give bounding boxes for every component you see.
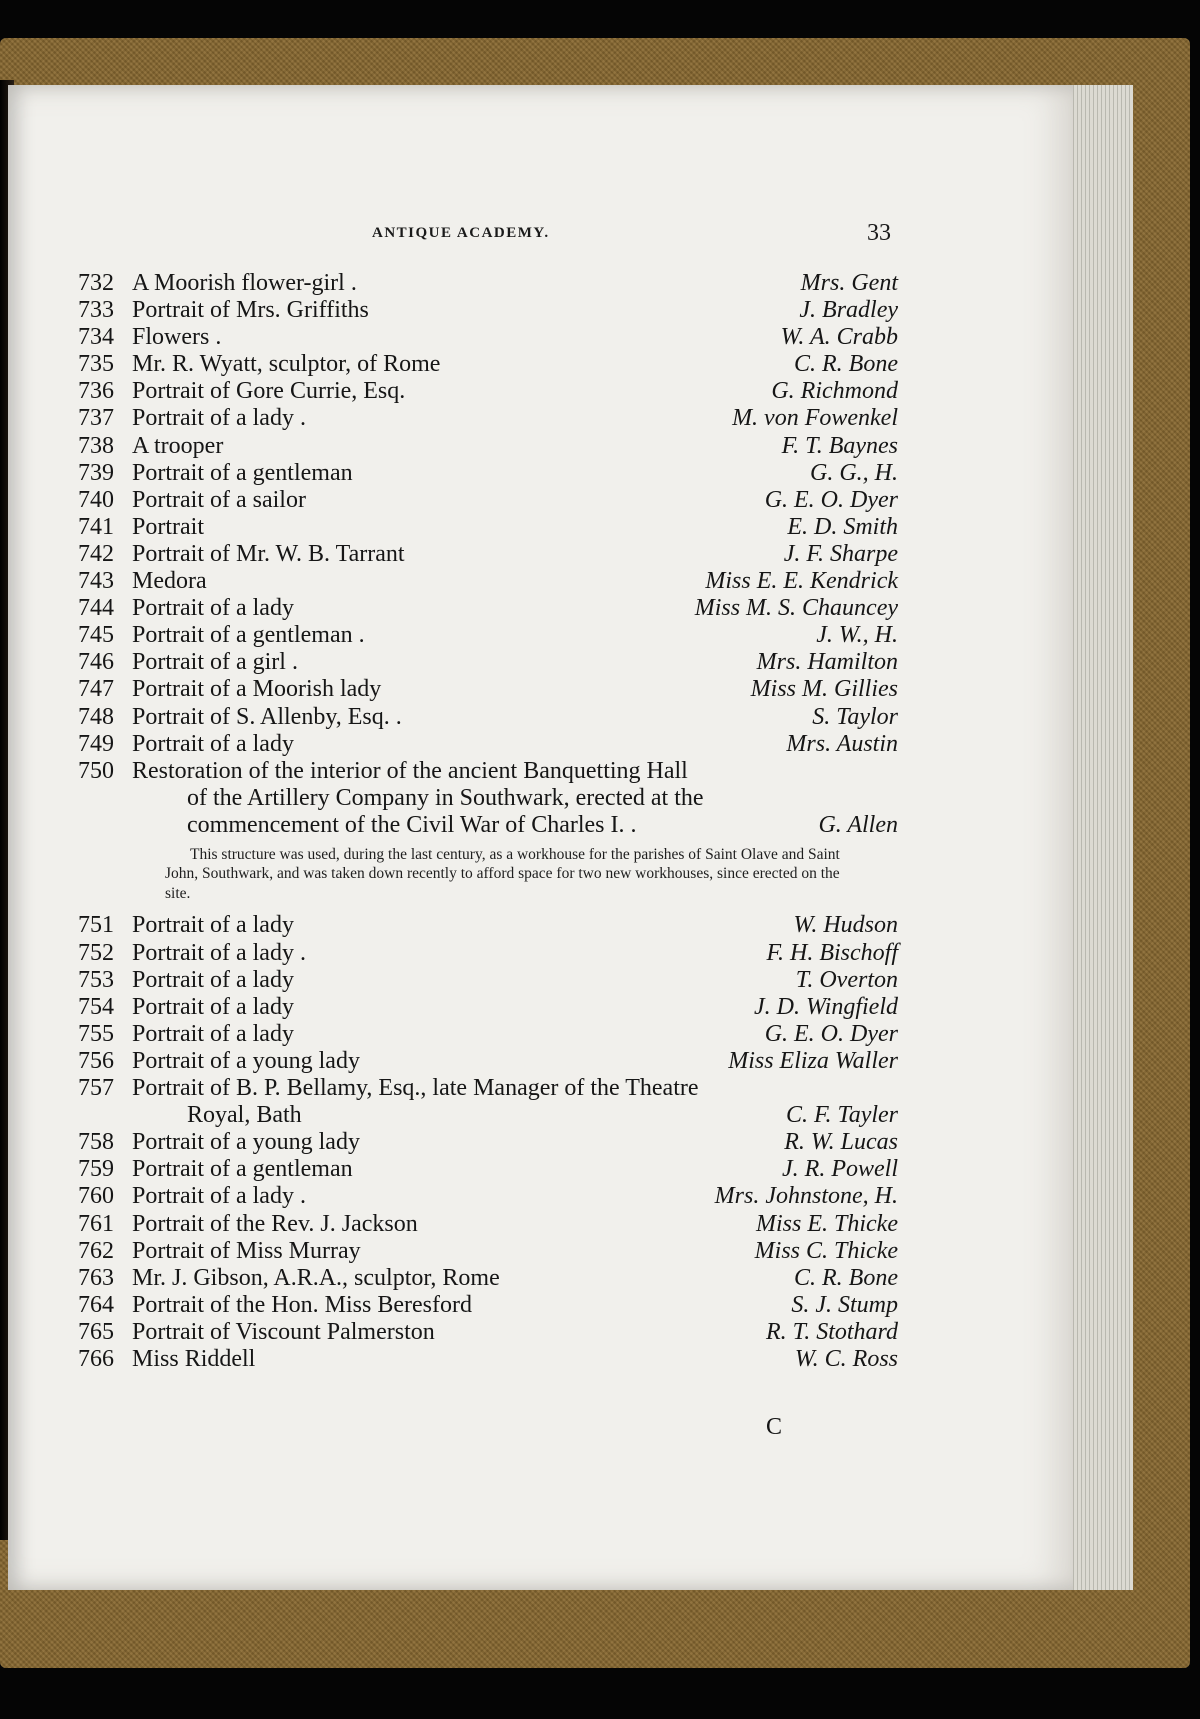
entry-title: Portrait of a sailor [132, 486, 306, 513]
entry-number: 761 [78, 1210, 114, 1237]
entry-artist: Miss M. Gillies [750, 676, 898, 703]
entry-artist: F. H. Bischoff [766, 939, 898, 966]
entry-title: Portrait of Viscount Palmerston [132, 1318, 435, 1345]
catalogue-entry [78, 912, 898, 939]
catalogue-entry [78, 994, 898, 1021]
catalogue-entry [78, 351, 898, 378]
entry-number: 763 [78, 1264, 114, 1291]
entry-title: Portrait of a lady [132, 1020, 294, 1047]
entry-artist: W. C. Ross [794, 1345, 898, 1372]
entry-artist: Miss E. E. Kendrick [705, 568, 898, 595]
entry-number: 740 [78, 486, 114, 513]
entry-title: Medora [132, 568, 207, 595]
entry-number: 735 [78, 351, 114, 378]
entry-number: 758 [78, 1129, 114, 1156]
entry-title: Portrait of a lady [132, 966, 294, 993]
entry-title: Portrait of a lady [132, 595, 294, 622]
catalogue-entry [78, 541, 898, 568]
catalogue-entry [78, 270, 898, 297]
entry-title: Portrait of a young lady [132, 1129, 360, 1156]
entry-artist: J. W., H. [816, 622, 898, 649]
entry-title: Portrait [132, 513, 204, 540]
entry-number: 755 [78, 1020, 114, 1047]
entry-number: 738 [78, 432, 114, 459]
entry-title: Restoration of the interior of the ancient Banquetting Hall [132, 757, 688, 784]
entry-number: 764 [78, 1291, 114, 1318]
entry-title: Portrait of Mrs. Griffiths [132, 297, 369, 324]
catalogue-entry-757 [78, 1075, 898, 1129]
entry-number: 733 [78, 297, 114, 324]
catalogue-entry [78, 731, 898, 758]
catalogue-entry [78, 297, 898, 324]
entry-number: 744 [78, 595, 114, 622]
catalogue-entry [78, 1183, 898, 1210]
entry-number: 742 [78, 540, 114, 567]
entry-title: Portrait of the Hon. Miss Beresford [132, 1291, 472, 1318]
entry-number: 762 [78, 1237, 114, 1264]
catalogue-entry [78, 622, 898, 649]
entry-title: Portrait of a Moorish lady [132, 676, 382, 703]
entry-artist: W. A. Crabb [780, 324, 898, 351]
entry-number: 752 [78, 939, 114, 966]
entry-number: 732 [78, 270, 114, 296]
entry-artist: Mrs. Austin [786, 730, 898, 757]
catalogue-entry [78, 967, 898, 994]
running-head: ANTIQUE ACADEMY. [372, 225, 550, 241]
signature-mark: C [766, 1414, 783, 1440]
entry-title: Portrait of a lady [132, 730, 294, 757]
catalogue-entry [78, 1346, 898, 1373]
entry-artist: W. Hudson [793, 912, 898, 939]
entry-title: Portrait of B. P. Bellamy, Esq., late Manager of the Theatre [132, 1075, 699, 1102]
entry-artist: S. Taylor [812, 703, 898, 730]
entry-number: 765 [78, 1318, 114, 1345]
entry-number: 736 [78, 378, 114, 405]
catalogue-entry-750 [78, 758, 898, 904]
entry-title: Portrait of a lady . [132, 939, 306, 966]
entry-artist: Mrs. Gent [800, 270, 898, 296]
entry-number: 751 [78, 912, 114, 939]
entry-artist: J. F. Sharpe [783, 540, 898, 567]
entry-artist: Mrs. Johnstone, H. [714, 1183, 898, 1210]
entry-artist: F. T. Baynes [781, 432, 898, 459]
entry-title-continuation: of the Artillery Company in Southwark, erected at the [187, 784, 704, 811]
entry-number: 757 [78, 1075, 114, 1102]
entry-artist: G. G., H. [810, 459, 898, 486]
catalogue-entry [78, 649, 898, 676]
entry-title: Portrait of Miss Murray [132, 1237, 361, 1264]
entry-title: A trooper [132, 432, 224, 459]
entry-title: Portrait of S. Allenby, Esq. . [132, 703, 402, 730]
entry-artist: Miss M. S. Chauncey [694, 595, 898, 622]
entry-number: 749 [78, 730, 114, 757]
entry-artist: J. Bradley [799, 297, 898, 324]
catalogue-entry [78, 405, 898, 432]
entry-number: 745 [78, 622, 114, 649]
entry-title: Portrait of Gore Currie, Esq. [132, 378, 406, 405]
catalogue-entry [78, 1156, 898, 1183]
entry-title: A Moorish flower-girl . [132, 270, 357, 296]
catalogue-entry [78, 1265, 898, 1292]
page-number: 33 [867, 220, 891, 246]
entry-note: This structure was used, during the last century, as a workhouse for the parishes of Saint Olave and Saint John, Southwark, and was taken down recently to afford space for two new workhouses, since erected on the site. [165, 845, 840, 902]
catalogue-entry [78, 940, 898, 967]
entry-artist: J. R. Powell [782, 1156, 898, 1183]
catalogue-entry [78, 1292, 898, 1319]
entry-number: 760 [78, 1183, 114, 1210]
catalogue-entry [78, 1211, 898, 1238]
entry-number: 748 [78, 703, 114, 730]
catalogue-entry [78, 378, 898, 405]
entry-number: 743 [78, 568, 114, 595]
entry-title: Portrait of a gentleman [132, 459, 353, 486]
entry-number: 753 [78, 966, 114, 993]
entry-artist: R. W. Lucas [784, 1129, 898, 1156]
catalogue-entry [78, 460, 898, 487]
entry-artist: Miss C. Thicke [754, 1237, 898, 1264]
entry-artist: S. J. Stump [791, 1291, 898, 1318]
catalogue-entry [78, 595, 898, 622]
entry-number: 766 [78, 1345, 114, 1372]
entry-number: 759 [78, 1156, 114, 1183]
catalogue-entry [78, 1048, 898, 1075]
entry-artist: G. Allen [818, 811, 898, 838]
entry-artist: R. T. Stothard [765, 1318, 898, 1345]
entry-artist: M. von Fowenkel [732, 405, 898, 432]
entry-title: Flowers . [132, 324, 222, 351]
entry-title-continuation: Royal, Bath [187, 1102, 302, 1129]
entry-title: Mr. J. Gibson, A.R.A., sculptor, Rome [132, 1264, 500, 1291]
entry-title: Portrait of a lady [132, 912, 294, 939]
entry-artist: J. D. Wingfield [754, 993, 898, 1020]
entry-title: Mr. R. Wyatt, sculptor, of Rome [132, 351, 441, 378]
entry-number: 737 [78, 405, 114, 432]
entry-number: 734 [78, 324, 114, 351]
catalogue-entry [78, 433, 898, 460]
entry-number: 741 [78, 513, 114, 540]
entry-title: Portrait of a lady [132, 993, 294, 1020]
catalogue-entry [78, 324, 898, 351]
entry-artist: C. F. Tayler [785, 1102, 898, 1129]
catalogue-entry [78, 704, 898, 731]
entry-number: 739 [78, 459, 114, 486]
entry-number: 747 [78, 676, 114, 703]
entry-artist: T. Overton [795, 966, 898, 993]
entry-title: Miss Riddell [132, 1345, 256, 1372]
catalogue-list [78, 270, 898, 1373]
entry-artist: E. D. Smith [787, 513, 898, 540]
catalogue-entry [78, 514, 898, 541]
entry-artist: Mrs. Hamilton [756, 649, 898, 676]
entry-number: 754 [78, 993, 114, 1020]
catalogue-entry [78, 676, 898, 703]
entry-title-continuation: commencement of the Civil War of Charles I. . [187, 811, 637, 838]
entry-title: Portrait of Mr. W. B. Tarrant [132, 540, 405, 567]
entry-artist: G. Richmond [771, 378, 898, 405]
entry-title: Portrait of a girl . [132, 649, 298, 676]
entry-number: 746 [78, 649, 114, 676]
catalogue-entry [78, 1319, 898, 1346]
catalogue-entry [78, 1129, 898, 1156]
entry-number: 756 [78, 1047, 114, 1074]
catalogue-entry [78, 568, 898, 595]
entry-number: 750 [78, 757, 114, 784]
entry-title: Portrait of a gentleman [132, 1156, 353, 1183]
catalogue-entry [78, 1238, 898, 1265]
entry-title: Portrait of a lady . [132, 405, 306, 432]
entry-artist: G. E. O. Dyer [764, 1020, 898, 1047]
catalogue-entry [78, 1021, 898, 1048]
entry-artist: C. R. Bone [794, 351, 898, 378]
entry-title: Portrait of a gentleman . [132, 622, 365, 649]
entry-title: Portrait of a young lady [132, 1047, 360, 1074]
page-edges [1065, 85, 1133, 1590]
entry-artist: G. E. O. Dyer [764, 486, 898, 513]
entry-artist: Miss E. Thicke [756, 1210, 898, 1237]
entry-artist: Miss Eliza Waller [728, 1047, 898, 1074]
entry-title: Portrait of the Rev. J. Jackson [132, 1210, 418, 1237]
entry-title: Portrait of a lady . [132, 1183, 306, 1210]
entry-artist: C. R. Bone [794, 1264, 898, 1291]
catalogue-entry [78, 487, 898, 514]
